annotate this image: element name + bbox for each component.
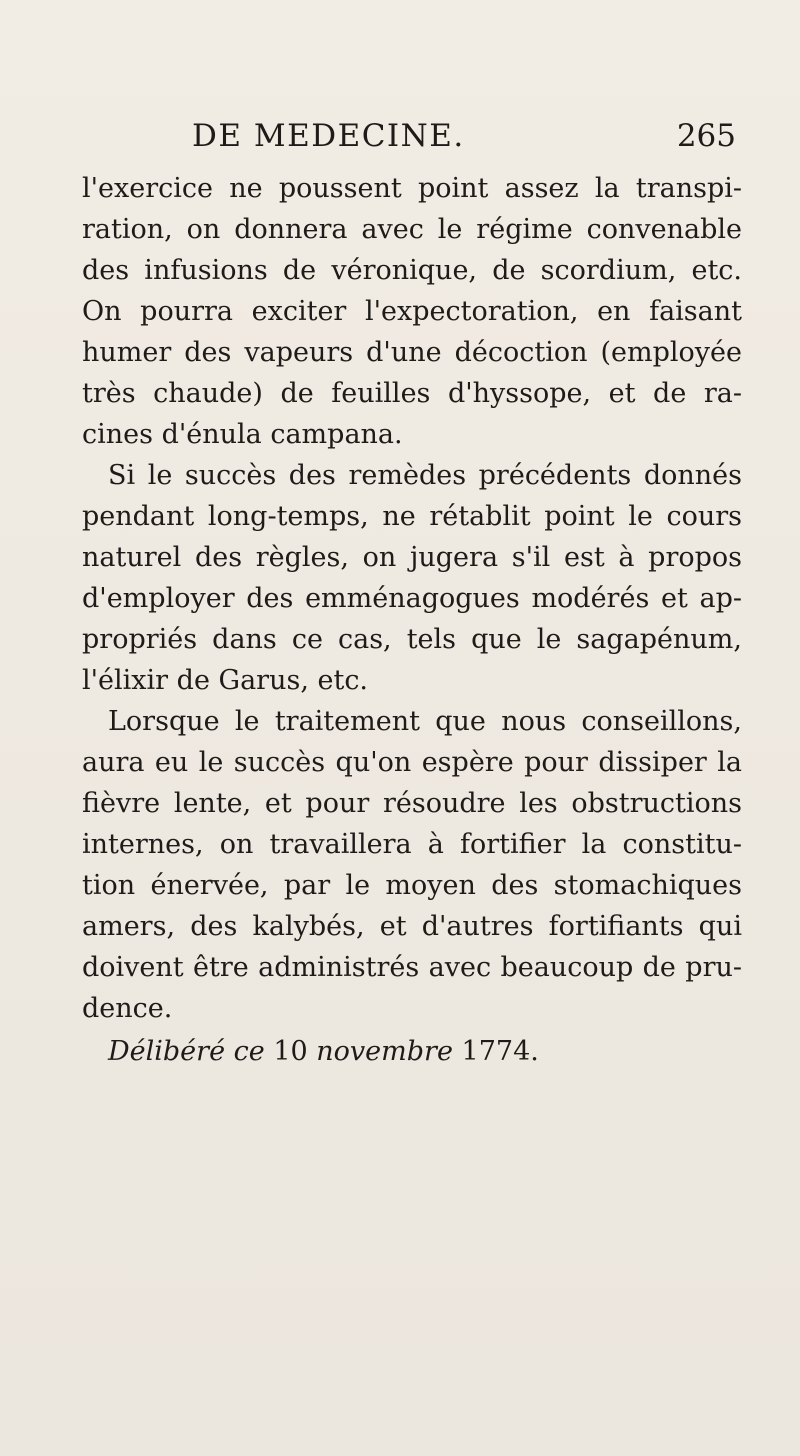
text-line: tion énervée, par le moyen des stomachiques: [82, 870, 742, 901]
text-line: pendant long-temps, ne rétablit point le cours: [82, 501, 742, 532]
deliberation-date: [82, 1029, 742, 1075]
text-line: Si le succès des remèdes précédents donnés: [108, 460, 742, 491]
text-line: des infusions de véronique, de scordium, etc.: [82, 255, 742, 286]
text-line: l'élixir de Garus, etc.: [82, 665, 369, 696]
text-line: fièvre lente, et pour résoudre les obstructions: [82, 788, 742, 819]
text-line: d'employer des emménagogues modérés et ap-: [82, 583, 742, 614]
running-head: [92, 118, 744, 162]
text-line: propriés dans ce cas, tels que le sagapénum,: [82, 624, 742, 655]
text-line: dence.: [82, 993, 173, 1024]
page-number: 265: [676, 118, 736, 154]
running-title: DE MEDECINE.: [192, 118, 465, 154]
text-line: très chaude) de feuilles d'hyssope, et de ra-: [82, 378, 742, 409]
text-line: aura eu le succès qu'on espère pour dissiper la: [82, 747, 742, 778]
text-line: On pourra exciter l'expectoration, en faisant: [82, 296, 742, 327]
date-day: 10: [273, 1036, 308, 1067]
date-month: novembre: [316, 1036, 453, 1067]
body-text: [82, 168, 742, 1075]
text-line: doivent être administrés avec beaucoup de pru-: [82, 952, 742, 983]
text-line: naturel des règles, on jugera s'il est à propos: [82, 542, 742, 573]
text-line: internes, on travaillera à fortifier la constitu-: [82, 829, 742, 860]
text-line: amers, des kalybés, et d'autres fortifiants qui: [82, 911, 742, 942]
text-line: cines d'énula campana.: [82, 419, 403, 450]
text-line: l'exercice ne poussent point assez la transpi-: [82, 173, 742, 204]
text-line: humer des vapeurs d'une décoction (employée: [82, 337, 742, 368]
text-line: ration, on donnera avec le régime convenable: [82, 214, 742, 245]
text-line: Lorsque le traitement que nous conseillons,: [108, 706, 742, 737]
deliberated-label: Délibéré ce: [108, 1036, 265, 1067]
date-year: 1774.: [461, 1036, 539, 1067]
